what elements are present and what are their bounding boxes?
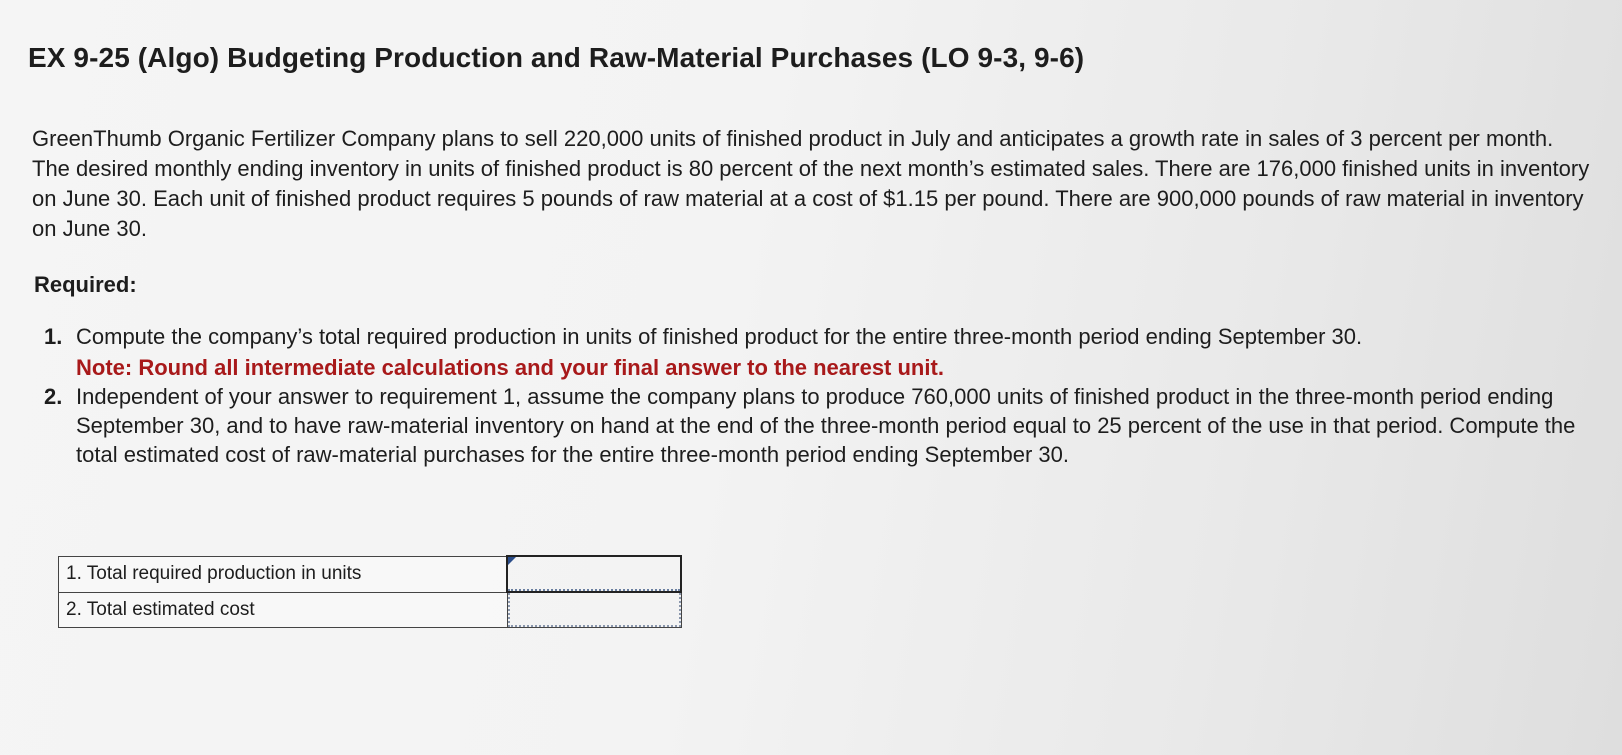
requirements-list xyxy=(28,322,1598,469)
answer-cell xyxy=(507,556,681,592)
answer-label: 1. Total required production in units xyxy=(59,556,508,592)
answer-table xyxy=(58,555,682,628)
page-title: EX 9-25 (Algo) Budgeting Production and Raw-Material Purchases (LO 9-3, 9-6) xyxy=(28,42,1085,73)
table-row xyxy=(59,556,682,592)
rounding-note: Note: Round all intermediate calculations and your final answer to the nearest unit. xyxy=(76,355,944,380)
estimated-cost-input[interactable] xyxy=(508,593,681,627)
table-row xyxy=(59,592,682,628)
input-marker-icon xyxy=(508,557,516,565)
production-units-input[interactable] xyxy=(508,557,680,591)
requirement-text: Compute the company’s total required production in units of finished product for the entire three-month period ending September 30. xyxy=(76,324,1363,349)
answer-cell xyxy=(507,592,681,628)
requirement-number: 2. xyxy=(44,384,63,409)
required-heading: Required: xyxy=(34,272,137,297)
problem-page xyxy=(28,40,1598,469)
requirement-number: 1. xyxy=(44,324,63,349)
problem-intro: GreenThumb Organic Fertilizer Company plans to sell 220,000 units of finished product in July and anticipates a growth rate in sales of 3 percent per month. The desired monthly ending inventory in units of finished product is 80 percent of the next month’s estimated sales. There are 176,000 finished units in inventory on June 30. Each unit of finished product requires 5 pounds of raw material at a cost of $1.15 per pound. There are 900,000 pounds of raw material in inventory on June 30. xyxy=(32,126,1590,241)
requirement-2 xyxy=(28,382,1576,469)
requirement-text: Independent of your answer to requirement 1, assume the company plans to produce 760,000 units of finished product in the three-month period ending September 30, and to have raw-material inventory on hand at the end of the three-month period equal to 25 percent of the use in that period. Compute the total estimated cost of raw-material purchases for the entire three-month period ending September 30. xyxy=(76,384,1576,467)
answer-label: 2. Total estimated cost xyxy=(59,592,508,628)
requirement-1 xyxy=(28,322,1576,382)
